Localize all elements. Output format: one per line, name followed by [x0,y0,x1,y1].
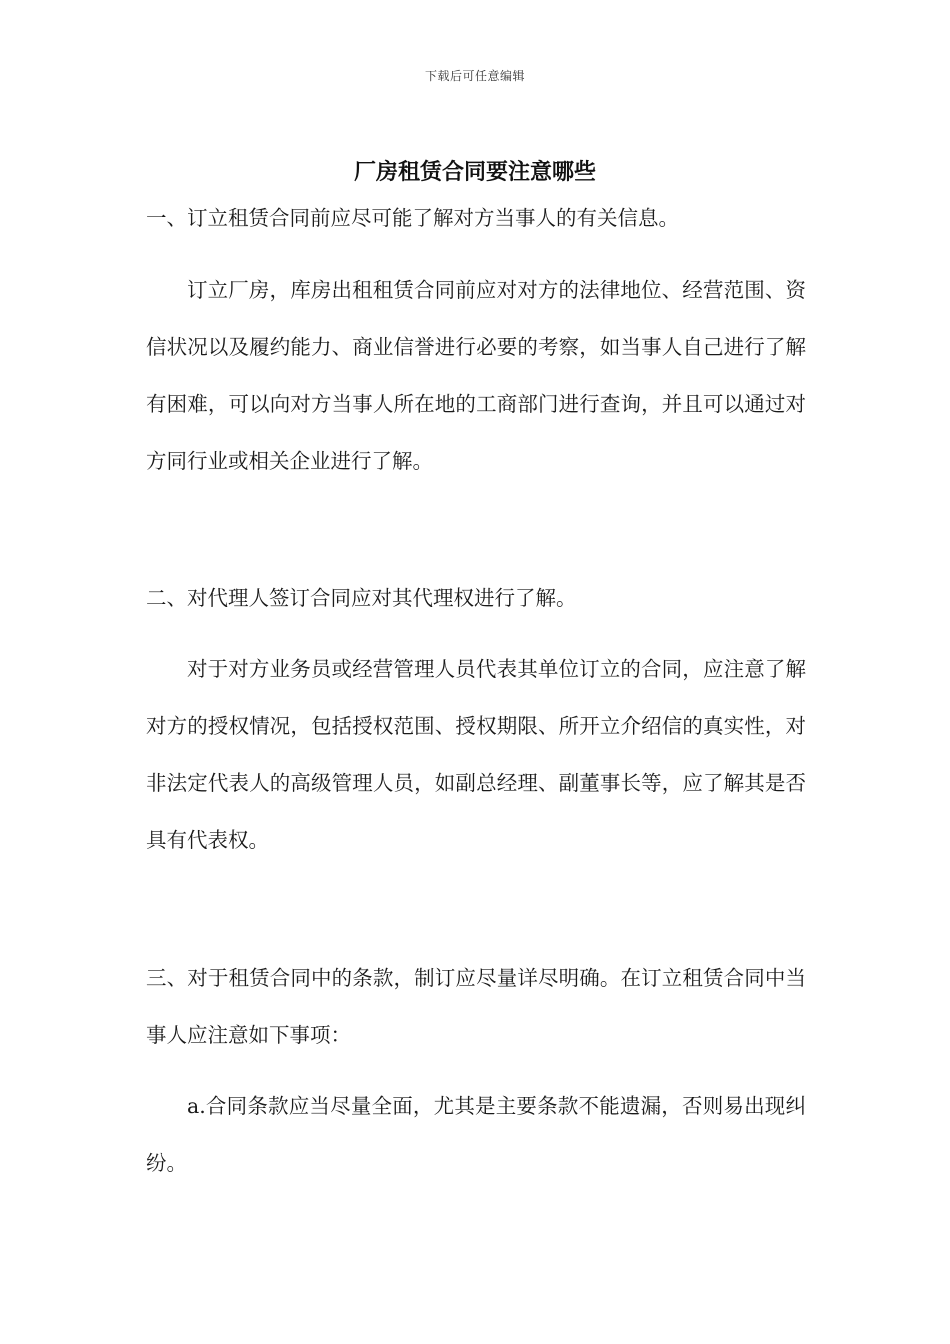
section-2-body: 对于对方业务员或经营管理人员代表其单位订立的合同，应注意了解对方的授权情况，包括授权范围、授权期限、所开立介绍信的真实性，对非法定代表人的高级管理人员，如副总经理、副董事长等，应了解其是否具有代表权。 [146,657,806,852]
section-2-heading: 二、对代理人签订合同应对其代理权进行了解。 [146,586,577,610]
section-1-body: 订立厂房，库房出租租赁合同前应对对方的法律地位、经营范围、资信状况以及履约能力、商业信誉进行必要的考察，如当事人自己进行了解有困难，可以向对方当事人所在地的工商部门进行查询，并且可以通过对方同行业或相关企业进行了解。 [146,278,806,473]
document-title: 厂房租赁合同要注意哪些 [353,160,596,185]
section-3-item-a: a.合同条款应当尽量全面，尤其是主要条款不能遗漏，否则易出现纠纷。 [146,1094,806,1175]
section-3-heading: 三、对于租赁合同中的条款，制订应尽量详尽明确。在订立租赁合同中当事人应注意如下事项： [146,966,806,1047]
header-note: 下载后可任意编辑 [424,69,525,83]
section-1-heading: 一、订立租赁合同前应尽可能了解对方当事人的有关信息。 [146,206,679,230]
